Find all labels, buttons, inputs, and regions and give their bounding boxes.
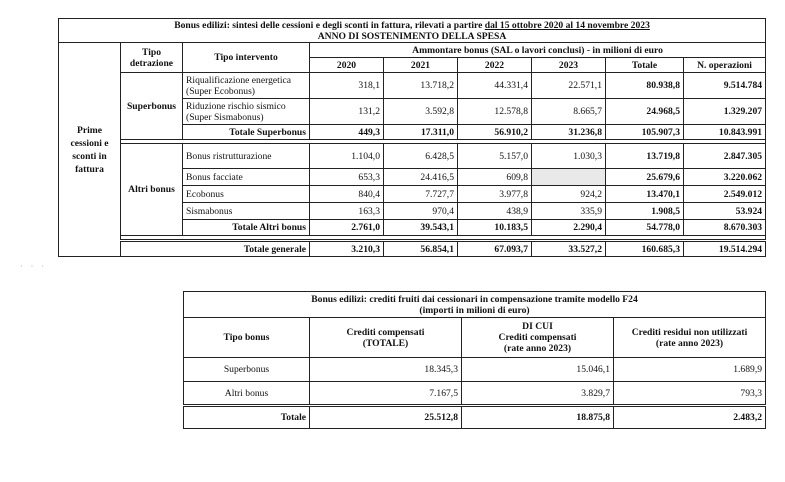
- value-cell: [532, 169, 606, 186]
- value-cell: 840,4: [310, 186, 384, 203]
- totale-cell: 13.719,8: [606, 144, 684, 169]
- value-cell: 131,2: [310, 99, 384, 125]
- bonus-name: Altri bonus: [184, 382, 310, 406]
- value-cell: 3.977,8: [458, 186, 532, 203]
- superbonus-label: Superbonus: [121, 73, 183, 140]
- value-cell: 2.290,4: [532, 220, 606, 236]
- value-cell: 31.236,8: [532, 125, 606, 140]
- value-cell: 1.030,3: [532, 144, 606, 169]
- value-cell: 3.829,7: [462, 382, 614, 406]
- value-cell: 17.311,0: [384, 125, 458, 140]
- value-cell: 318,1: [310, 73, 384, 99]
- hdr-tipo-bonus: Tipo bonus: [184, 318, 310, 358]
- operazioni-cell: 1.329.207: [684, 99, 766, 125]
- intervento-name: Ecobonus: [183, 186, 310, 203]
- totale-cell: 13.470,1: [606, 186, 684, 203]
- totale-generale-row: [59, 241, 766, 257]
- bonus-name: Superbonus: [184, 358, 310, 382]
- value-cell: 18.345,3: [310, 358, 462, 382]
- row-label: Totale generale: [121, 241, 310, 257]
- hdr-year: 2020: [310, 58, 384, 73]
- value-cell: 793,3: [614, 382, 766, 406]
- operazioni-cell: 19.514.294: [684, 241, 766, 257]
- intervento-name: Riduzione rischio sismico (Super Sismabonus): [183, 99, 310, 125]
- totale-cell: 160.685,3: [606, 241, 684, 257]
- value-cell: 8.665,7: [532, 99, 606, 125]
- value-cell: 67.093,7: [458, 241, 532, 257]
- value-cell: 44.331,4: [458, 73, 532, 99]
- operazioni-cell: 8.670.303: [684, 220, 766, 236]
- value-cell: 33.527,2: [532, 241, 606, 257]
- value-cell: 7.727,7: [384, 186, 458, 203]
- value-cell: 12.578,8: [458, 99, 532, 125]
- totale-cell: 24.968,5: [606, 99, 684, 125]
- operazioni-cell: 10.843.991: [684, 125, 766, 140]
- value-cell: 22.571,1: [532, 73, 606, 99]
- value-cell: 56.854,1: [384, 241, 458, 257]
- value-cell: 15.046,1: [462, 358, 614, 382]
- hdr-ammontare: Ammontare bonus (SAL o lavori conclusi) - in milioni di euro: [310, 43, 766, 58]
- cessioni-table: [58, 18, 766, 257]
- value-cell: 970,4: [384, 203, 458, 220]
- value-cell: 609,8: [458, 169, 532, 186]
- value-cell: 335,9: [532, 203, 606, 220]
- totale-cell: 1.908,5: [606, 203, 684, 220]
- hdr-totale: Totale: [606, 58, 684, 73]
- row-label: Totale Superbonus: [183, 125, 310, 140]
- table2-title: Bonus edilizi: crediti fruiti dai cessionari in compensazione tramite modello F24 (importi in milioni di euro): [184, 292, 766, 318]
- table-row: [59, 144, 766, 169]
- value-cell: 3.210,3: [310, 241, 384, 257]
- value-cell: 1.689,9: [614, 358, 766, 382]
- operazioni-cell: 3.220.062: [684, 169, 766, 186]
- value-cell: 6.428,5: [384, 144, 458, 169]
- row-label: Totale: [184, 406, 310, 429]
- operazioni-cell: 2.549.012: [684, 186, 766, 203]
- row-label: Totale Altri bonus: [183, 220, 310, 236]
- totale-cell: 105.907,3: [606, 125, 684, 140]
- hdr-di-cui: DI CUI Crediti compensati (rate anno 2023): [462, 318, 614, 358]
- hdr-operazioni: N. operazioni: [684, 58, 766, 73]
- table1-title: Bonus edilizi: sintesi delle cessioni e degli sconti in fattura, rilevati a partire dal 15 ottobre 2020 al 14 novembre 2023 ANNO DI SOSTENIMENTO DELLA SPESA: [59, 19, 766, 43]
- operazioni-cell: 53.924: [684, 203, 766, 220]
- value-cell: 449,3: [310, 125, 384, 140]
- hdr-year: 2023: [532, 58, 606, 73]
- intervento-name: Bonus facciate: [183, 169, 310, 186]
- hdr-year: 2022: [458, 58, 532, 73]
- table-row: [59, 73, 766, 99]
- totale-cell: 54.778,0: [606, 220, 684, 236]
- value-cell: 56.910,2: [458, 125, 532, 140]
- intervento-name: Sismabonus: [183, 203, 310, 220]
- value-cell: 10.183,5: [458, 220, 532, 236]
- hdr-crediti-totale: Crediti compensati (TOTALE): [310, 318, 462, 358]
- value-cell: 163,3: [310, 203, 384, 220]
- scan-noise: · · ·: [20, 262, 47, 271]
- value-cell: 13.718,2: [384, 73, 458, 99]
- hdr-tipo-detrazione: Tipo detrazione: [121, 43, 183, 73]
- hdr-tipo-intervento: Tipo intervento: [183, 43, 310, 73]
- value-cell: 924,2: [532, 186, 606, 203]
- totale-cell: 25.679,6: [606, 169, 684, 186]
- hdr-year: 2021: [384, 58, 458, 73]
- value-cell: 25.512,8: [310, 406, 462, 429]
- value-cell: 438,9: [458, 203, 532, 220]
- intervento-name: Bonus ristrutturazione: [183, 144, 310, 169]
- value-cell: 653,3: [310, 169, 384, 186]
- altri-bonus-label: Altri bonus: [121, 144, 183, 236]
- totale-row: [184, 406, 766, 429]
- value-cell: 24.416,5: [384, 169, 458, 186]
- value-cell: 18.875,8: [462, 406, 614, 429]
- intervento-name: Riqualificazione energetica (Super Ecobonus): [183, 73, 310, 99]
- value-cell: 7.167,5: [310, 382, 462, 406]
- value-cell: 1.104,0: [310, 144, 384, 169]
- value-cell: 2.761,0: [310, 220, 384, 236]
- operazioni-cell: 2.847.305: [684, 144, 766, 169]
- prime-cessioni-label: Prime cessioni e sconti in fattura: [59, 43, 121, 257]
- hdr-crediti-residui: Crediti residui non utilizzati (rate anno 2023): [614, 318, 766, 358]
- table-row: [184, 382, 766, 406]
- totale-cell: 80.938,8: [606, 73, 684, 99]
- value-cell: 39.543,1: [384, 220, 458, 236]
- operazioni-cell: 9.514.784: [684, 73, 766, 99]
- table-row: [184, 358, 766, 382]
- value-cell: 2.483,2: [614, 406, 766, 429]
- value-cell: 5.157,0: [458, 144, 532, 169]
- value-cell: 3.592,8: [384, 99, 458, 125]
- crediti-f24-table: [183, 291, 766, 429]
